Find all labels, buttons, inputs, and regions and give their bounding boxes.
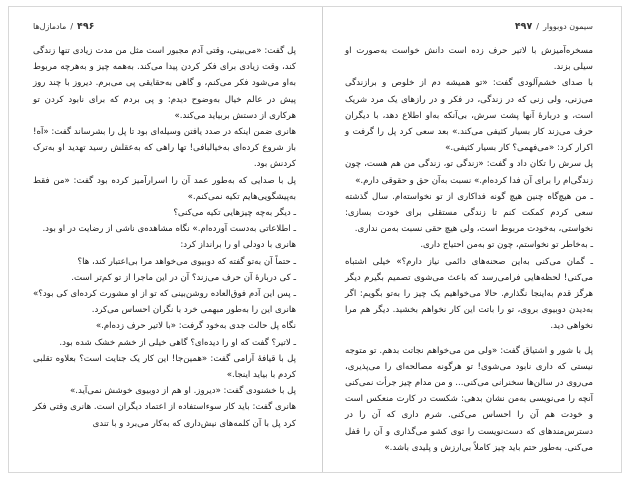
header-separator: / (536, 21, 539, 31)
left-page (9, 7, 322, 472)
paragraph: هانری با دودلی او را برانداز کرد: (180, 240, 296, 251)
paragraph: هانری ضمن اینکه در صدد یافتن وسیله‌ای بود تا پل را بشرساند گفت: «آه! باز شروع کرده‌ای به‌خیالبافی! تها راهی که به‌عقلش رسید تهدید او به‌ترک کردنش بود. (33, 127, 296, 170)
paragraph: پل با شور و اشتیاق گفت: «ولی من می‌خواهم نجاتت بدهم. تو متوجه نیستی که داری نابود می‌شوی! تو هرگونه مصالحه‌ای را می‌پذیری، می‌روی در سالن‌ها سخنرانی می‌کنی... و من مدام چیز جرأت نمی‌کنی آنچه را می‌نویسی به‌من نشان بدهی: شکست در کارت منعکس است و خودت هم آن را احساس می‌کنی. شرم داری که آن را در دسترس‌مندهای که دست‌نویست را توی کشو می‌گذاری و آن را قفل می‌کنی. به‌طور حتم باید چیز کاملاً بی‌ارزش و پلیدی باشد.» (345, 345, 593, 453)
paragraph: ـ دیگر به‌چه چیزهایی تکیه می‌کنی؟ (173, 208, 296, 219)
right-page-header (515, 19, 593, 33)
paragraph: نگاه پل حالت جدی به‌خود گرفت: «با لاتیر حرف زده‌ام.» (95, 321, 296, 332)
right-running-head: سیمون دوبووار (542, 21, 593, 31)
left-page-header (33, 19, 94, 33)
paragraph: ـ به‌خاطر تو نخواستم، چون تو به‌من احتیاج داری. (420, 240, 593, 251)
left-running-head: مادمازل‌ها (33, 21, 67, 31)
paragraph: هانری گفت: باید کار سوءاستفاده از اعتماد دیگران است. هانری وقتی فکر کرد پل با آن کلمه‌های نیش‌داری که به‌کار می‌برد و با تندی (33, 402, 296, 429)
paragraph: پل سرش را تکان داد و گفت: «زندگی تو، زندگی من هم هست، چون زندگی‌ام را برای آن فدا کرده‌ام.» نسبت به‌آن حق و حقوقی دارم.» (345, 159, 593, 186)
left-page-number: ۴۹۶ (77, 20, 95, 32)
paragraph: ـ حتماً آن به‌تو گفته که دوبیوی می‌خواهد مرا بی‌اعتبار کند، ها؟ (77, 256, 296, 267)
paragraph: پل با صدایی که به‌طور عمد آن را اسرارآمیز کرده بود گفت: «من فقط به‌پیشگویی‌هایم تکیه نمی‌کنم.» (33, 175, 296, 202)
header-separator: / (70, 21, 74, 31)
right-page-number: ۴۹۷ (514, 20, 533, 32)
book-spread (8, 6, 622, 473)
paragraph: مسخره‌آمیزش با لاتیر حرف زده است دانش خواست به‌صورت او سیلی بزند. (345, 46, 593, 73)
paragraph: پل با خشنودی گفت: «دیروز. او هم از دوبیوی خوشش نمی‌آید.» (70, 386, 296, 397)
paragraph: با صدای خشم‌آلودی گفت: «تو همیشه دم از خلوص و برازندگی می‌زنی، ولی زنی که در زندگی، در فکر و در رازهای یک مرد شریک است، و دربارهٔ آنها پشت سرش، بی‌آنکه به‌او اطلاع دهد، با دیگران حرف می‌زند کار بسیار کثیفی می‌کند.» بعد سعی کرد پل را گرفت و اکرار کرد: «می‌فهمی؟ کار بسیار کثیفی.» (345, 78, 593, 154)
paragraph: ـ لاتیر؟ گفت که او را دیده‌ای؟ گاهی خیلی از خشم خشک شده بود. (59, 337, 296, 348)
paragraph: پل گفت: «می‌بینی، وقتی آدم مجبور است مثل من مدت زیادی تنها زندگی کند، وقت زیادی برای فکر کردن پیدا می‌کند. به‌همه چیز و به‌هرچه مربوط به‌او می‌شود فکر می‌کنم، و گاهی به‌حقایقی پی می‌برم. دیروز با چند روز پیش در عالم خیال به‌وضوح دیدم: و پی بردم که برای نابود کردن تو هرکاری از دستش بربیاید می‌کند.» (33, 46, 296, 121)
right-page (323, 7, 621, 472)
paragraph: ـ کی دربارهٔ آن حرف می‌زند؟ آن در این ماجرا از تو کم‌تر است. (71, 272, 296, 283)
paragraph: ـ اطلاعاتی به‌دست آورده‌ام.» نگاه مشاهده‌ی ناشی از رضایت در او بود. (42, 224, 296, 235)
paragraph: پل با قیافهٔ آرامی گفت: «همین‌جا! این کار یک جنایت است؟ بعلاوه تقلبی کردم با بیاید اینجا.» (33, 353, 296, 381)
paragraph: ـ من هیچ‌گاه چنین هیچ گونه فداکاری از تو نخواسته‌ام. سال گذشته سعی کردم کمکت کنم تا زندگی مستقلی برای خودت بسازی: نخواستی، به‌خودت مربوط است، ولی هیچ حقی نسبت به‌من نداری. (345, 191, 593, 235)
paragraph: ـ پس این آدم فوق‌العاده روشن‌بینی که تو از او مشورت کرده‌ای کی بود؟» هانری این را به‌طور مبهمی خرد با نگران احساس می‌کرد. (33, 289, 296, 316)
paragraph: ـ گمان می‌کنی به‌این صحنه‌های دائمی نیاز دارم؟» خیلی اشتباه می‌کنی! لحظه‌هایی فرامی‌رسد که باعث می‌شوی تصمیم بگیرم دیگر هرگز قدم به‌اینجا نگذارم. حالا می‌خواهیم یک چیز را به‌تو بگویم: اگر به‌دیدن دوبیوی بروی، تو را باتت این کار نخواهم بخشید. دیگر هم مرا نخواهی دید. (345, 256, 593, 332)
